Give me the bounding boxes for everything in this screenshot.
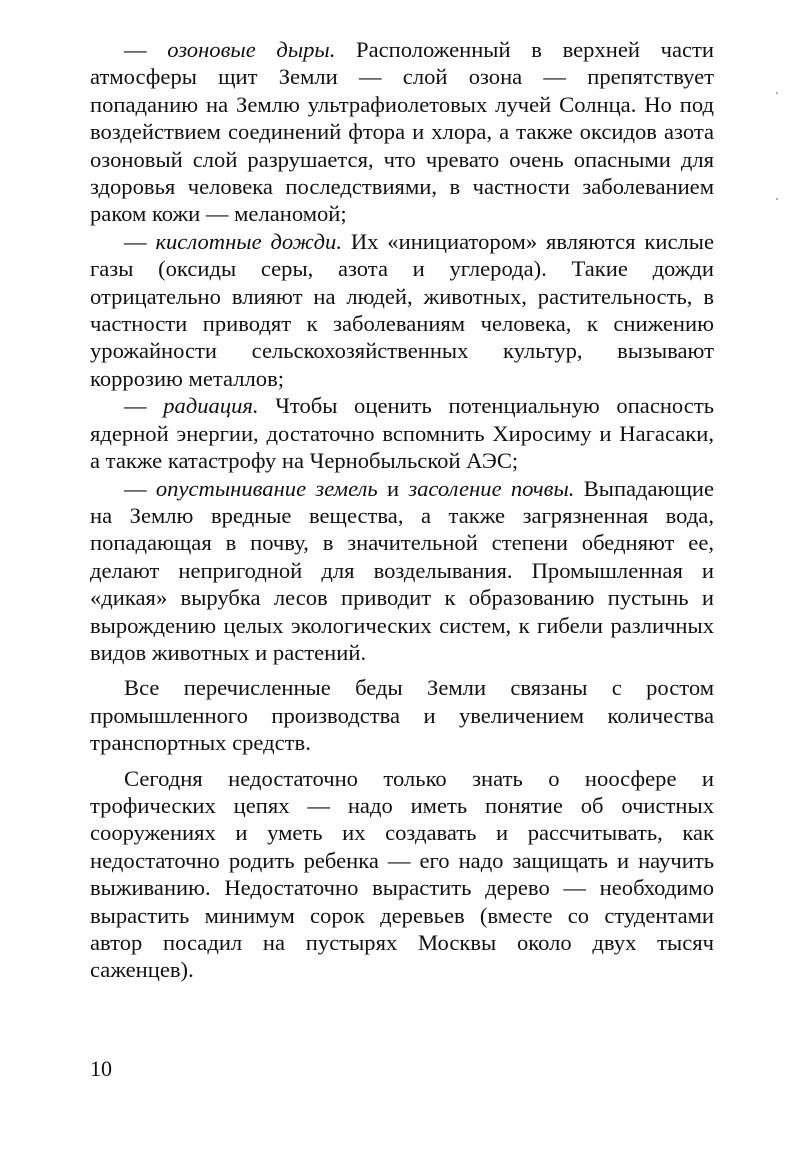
list-dash: — bbox=[124, 37, 168, 62]
term-radiation: радиация. bbox=[163, 393, 259, 419]
list-dash: — bbox=[124, 228, 156, 254]
list-dash: — bbox=[124, 475, 156, 501]
term-soil-salinization: засоление почвы. bbox=[408, 475, 575, 501]
term-acid-rain: кислотные дожди. bbox=[155, 228, 343, 254]
paragraph-text: Их «инициатором» являются кислые газы (оксиды серы, азота и углерода). Такие дожди отрицательно влияют на людей, животных, растительность, в частности приводят к заболеваниям человека, к снижению урожайности сельскохозяйственных культур, вызывают коррозию металлов; bbox=[90, 228, 714, 391]
paragraph-summary bbox=[90, 674, 714, 756]
paragraph-acid-rain bbox=[90, 228, 714, 392]
paragraph-radiation bbox=[90, 392, 714, 474]
list-dash: — bbox=[124, 393, 164, 419]
margin-speck bbox=[776, 198, 778, 200]
paragraph-ozone-holes bbox=[90, 36, 714, 228]
paragraph-desertification bbox=[90, 475, 714, 667]
paragraph-text: Чтобы оценить потенциальную опасность ядерной энергии, достаточно вспомнить Хиросиму и Нагасаки, а также катастрофу на Чернобыльской АЭС; bbox=[90, 393, 714, 474]
margin-speck bbox=[776, 92, 778, 94]
term-ozone-holes: озоновые дыры. bbox=[167, 37, 336, 62]
term-desertification: опустынивание земель bbox=[155, 475, 378, 501]
term-joiner: и bbox=[377, 475, 409, 501]
paragraph-text: Выпадающие на Землю вредные вещества, а также загрязненная вода, попадающая в почву, в значительной степени обедняют ее, делают непригодной для возделывания. Промышленная и «дикая» вырубка лесов приводит к образованию пустынь и вырождению целых экологических систем, к гибели различных видов животных и растений. bbox=[90, 475, 714, 665]
paragraph-text: Все перечисленные беды Земли связаны с ростом промышленного производства и увеличением количества транспортных средств. bbox=[90, 675, 714, 756]
paragraph-conclusion bbox=[90, 765, 714, 984]
paragraph-text: Расположенный в верхней части атмосферы щит Земли — слой озона — препятствует попаданию на Землю ультрафиолетовых лучей Солнца. Но под воздействием соединений фтора и хлора, а также оксидов азота озоновый слой разрушается, что чревато очень опасными для здоровья человека последствиями, в частности заболеванием раком кожи — меланомой; bbox=[90, 37, 714, 227]
page-body bbox=[90, 36, 714, 984]
page-number: 10 bbox=[90, 1056, 112, 1081]
paragraph-text: Сегодня недостаточно только знать о ноосфере и трофических цепях — надо иметь понятие об очистных сооружениях и уметь их создавать и рассчитывать, как недостаточно родить ребенка — его надо защищать и научить выживанию. Недостаточно вырастить дерево — необходимо вырастить минимум сорок деревьев (вместе со студентами автор посадил на пустырях Москвы около двух тысяч саженцев). bbox=[90, 765, 714, 983]
